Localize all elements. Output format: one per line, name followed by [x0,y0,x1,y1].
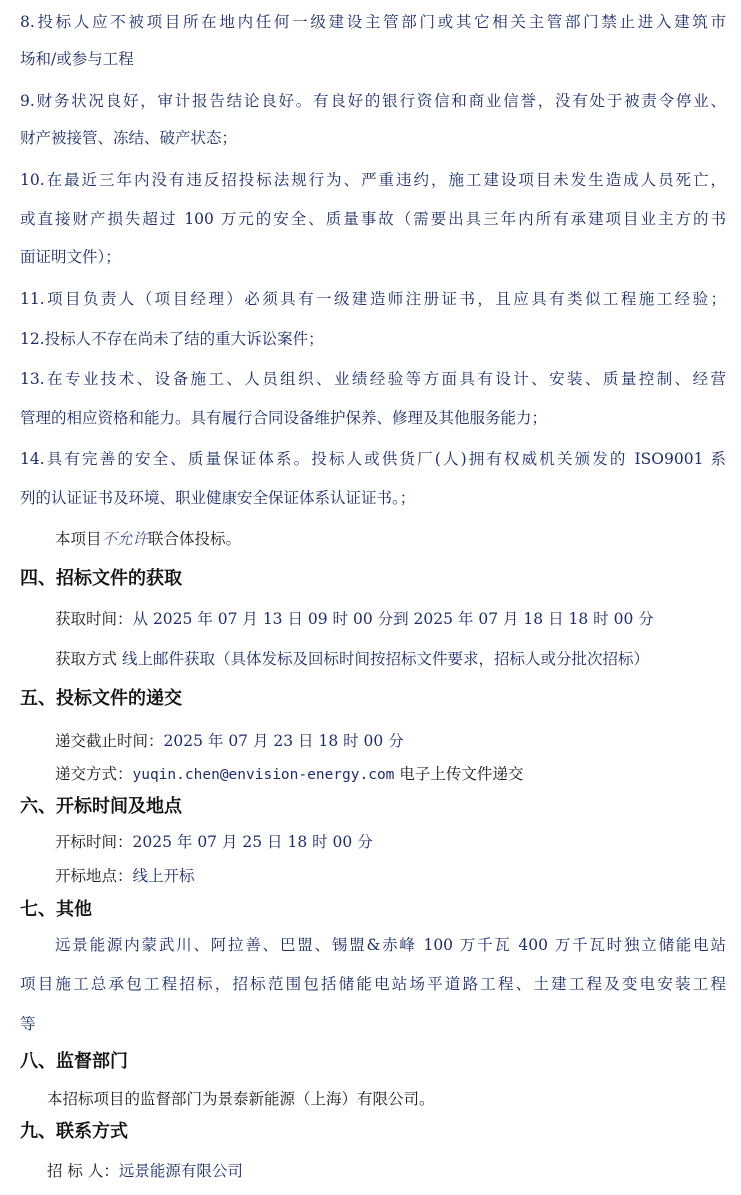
section-7-heading: 七、其他 [20,899,92,920]
submission-deadline-value: 2025 年 07 月 23 日 18 时 00 分 [163,732,404,750]
other-line-3: 等 [20,1015,36,1033]
acquisition-method-value: 线上邮件获取（具体发标及回标时间按招标文件要求，招标人或分批次招标） [121,650,649,668]
section-4-heading: 四、招标文件的获取 [20,568,182,589]
consortium-statement [55,529,241,549]
supervision-text: 本招标项目的监督部门为景泰新能源（上海）有限公司。 [47,1090,435,1108]
item-11-line-1: 11.项目负责人（项目经理）必须具有一级建造师注册证书，且应具有类似工程施工经验； [20,290,726,308]
submission-method [55,764,523,785]
item-13-line-2: 管理的相应资格和能力。具有履行合同设备维护保养、修理及其他服务能力； [20,409,548,427]
acquisition-method [55,649,649,669]
submission-method-label: 递交方式： [55,765,133,783]
item-8-line-2: 场和/或参与工程 [20,50,134,68]
item-8-line-1: 8.投标人应不被项目所在地内任何一级建设主管部门或其它相关主管部门禁止进入建筑市 [20,13,726,31]
item-10-line-1: 10.在最近三年内没有违反招投标法规行为、严重违约，施工建设项目未发生造成人员死亡， [20,171,726,189]
tenderer-value: 远景能源有限公司 [118,1162,243,1180]
acquisition-time-value: 从 2025 年 07 月 13 日 09 时 00 分到 2025 年 07 月 18 日 18 时 00 分 [132,610,654,628]
opening-time-label: 开标时间： [55,833,133,851]
other-line-2: 项目施工总承包工程招标，招标范围包括储能电站场平道路工程、土建工程及变电安装工程 [20,975,726,993]
opening-place-value: 线上开标 [132,867,195,885]
opening-place [55,866,195,886]
consortium-suffix: 联合体投标。 [148,530,242,548]
item-12-line-1: 12.投标人不存在尚未了结的重大诉讼案件； [20,330,324,348]
item-9-line-1: 9.财务状况良好，审计报告结论良好。有良好的银行资信和商业信誉，没有处于被责令停业、 [20,92,726,110]
section-8-heading: 八、监督部门 [20,1051,128,1072]
other-line-1: 远景能源内蒙武川、阿拉善、巴盟、锡盟&赤峰 100 万千瓦 400 万千瓦时独立储能电站 [55,936,726,954]
submission-deadline-label: 递交截止时间： [55,732,164,750]
opening-time [55,832,373,852]
submission-method-suffix: 电子上传文件递交 [399,765,524,783]
item-9-line-2: 财产被接管、冻结、破产状态； [20,129,238,147]
tenderer-line [47,1161,243,1181]
item-10-line-2: 或直接财产损失超过 100 万元的安全、质量事故（需要出具三年内所有承建项目业主方的书 [20,210,726,228]
section-6-heading: 六、开标时间及地点 [20,796,182,817]
acquisition-method-label: 获取方式 [55,650,118,668]
acquisition-time [55,609,654,629]
section-9-heading: 九、联系方式 [20,1121,128,1142]
item-13-line-1: 13.在专业技术、设备施工、人员组织、业绩经验等方面具有设计、安装、质量控制、经营 [20,370,726,388]
opening-place-label: 开标地点： [55,867,133,885]
consortium-prefix: 本项目 [55,530,102,548]
submission-email: yuqin.chen@envision-energy.com [132,767,395,783]
item-10-line-3: 面证明文件）； [20,248,121,266]
consortium-value: 不允许 [101,530,149,548]
acquisition-time-label: 获取时间： [55,610,133,628]
item-14-line-2: 列的认证证书及环境、职业健康安全保证体系认证证书。； [20,489,416,507]
opening-time-value: 2025 年 07 月 25 日 18 时 00 分 [132,833,373,851]
submission-deadline [55,731,404,751]
section-5-heading: 五、投标文件的递交 [20,688,182,709]
tenderer-label: 招 标 人： [47,1162,119,1180]
item-14-line-1: 14.具有完善的安全、质量保证体系。投标人或供货厂(人)拥有权威机关颁发的 ISO9001 系 [20,450,726,468]
